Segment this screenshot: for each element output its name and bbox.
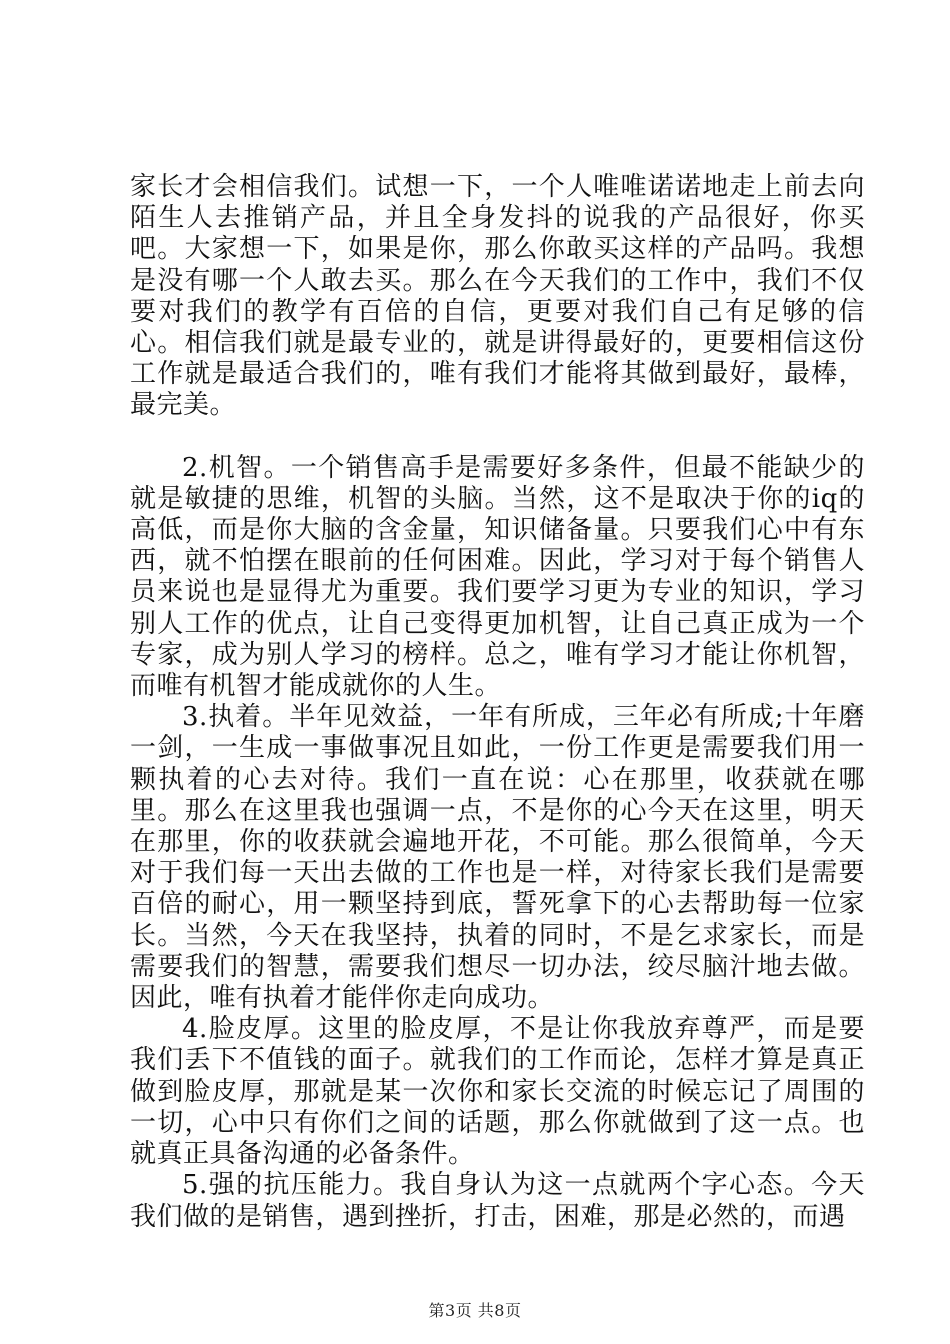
paragraph-point-4-thick-skin: 4.脸皮厚。这里的脸皮厚，不是让你我放弃尊严，而是要我们丢下不值钱的面子。就我们的工作而论，怎样才算是真正做到脸皮厚，那就是某一次你和家长交流的时候忘记了周围的一切，心中只有你们之间的话题，那么你就做到了这一点。也就真正具备沟通的必备条件。 [130, 1014, 865, 1170]
paragraph-continuation: 家长才会相信我们。试想一下，一个人唯唯诺诺地走上前去向陌生人去推销产品，并且全身发抖的说我的产品很好，你买吧。大家想一下，如果是你，那么你敢买这样的产品吗。我想是没有哪一个人敢去买。那么在今天我们的工作中，我们不仅要对我们的教学有百倍的自信，更要对我们自己有足够的信心。相信我们就是最专业的，就是讲得最好的，更要相信这份工作就是最适合我们的，唯有我们才能将其做到最好，最棒，最完美。 [130, 172, 865, 421]
paragraph-point-5-stress-resistance: 5.强的抗压能力。我自身认为这一点就两个字心态。今天我们做的是销售，遇到挫折，打击，困难，那是必然的，而遇 [130, 1170, 865, 1232]
page-number-footer: 第3页 共8页 [428, 1301, 522, 1320]
paragraph-point-3-persistence: 3.执着。半年见效益，一年有所成，三年必有所成;十年磨一剑，一生成一事做事况且如此，一份工作更是需要我们用一颗执着的心去对待。我们一直在说：心在那里，收获就在哪里。那么在这里我也强调一点，不是你的心今天在这里，明天在那里，你的收获就会遍地开花，不可能。那么很简单，今天对于我们每一天出去做的工作也是一样，对待家长我们是需要百倍的耐心，用一颗坚持到底，誓死拿下的心去帮助每一位家长。当然，今天在我坚持，执着的同时，不是乞求家长，而是需要我们的智慧，需要我们想尽一切办法，绞尽脑汁地去做。因此，唯有执着才能伴你走向成功。 [130, 702, 865, 1014]
paragraph-point-2-wit: 2.机智。一个销售高手是需要好多条件，但最不能缺少的就是敏捷的思维，机智的头脑。当然，这不是取决于你的iq的高低，而是你大脑的含金量，知识储备量。只要我们心中有东西，就不怕摆在眼前的任何困难。因此，学习对于每个销售人员来说也是显得尤为重要。我们要学习更为专业的知识，学习别人工作的优点，让自己变得更加机智，让自己真正成为一个专家，成为别人学习的榜样。总之，唯有学习才能让你机智，而唯有机智才能成就你的人生。 [130, 452, 865, 702]
document-body [130, 172, 865, 1233]
